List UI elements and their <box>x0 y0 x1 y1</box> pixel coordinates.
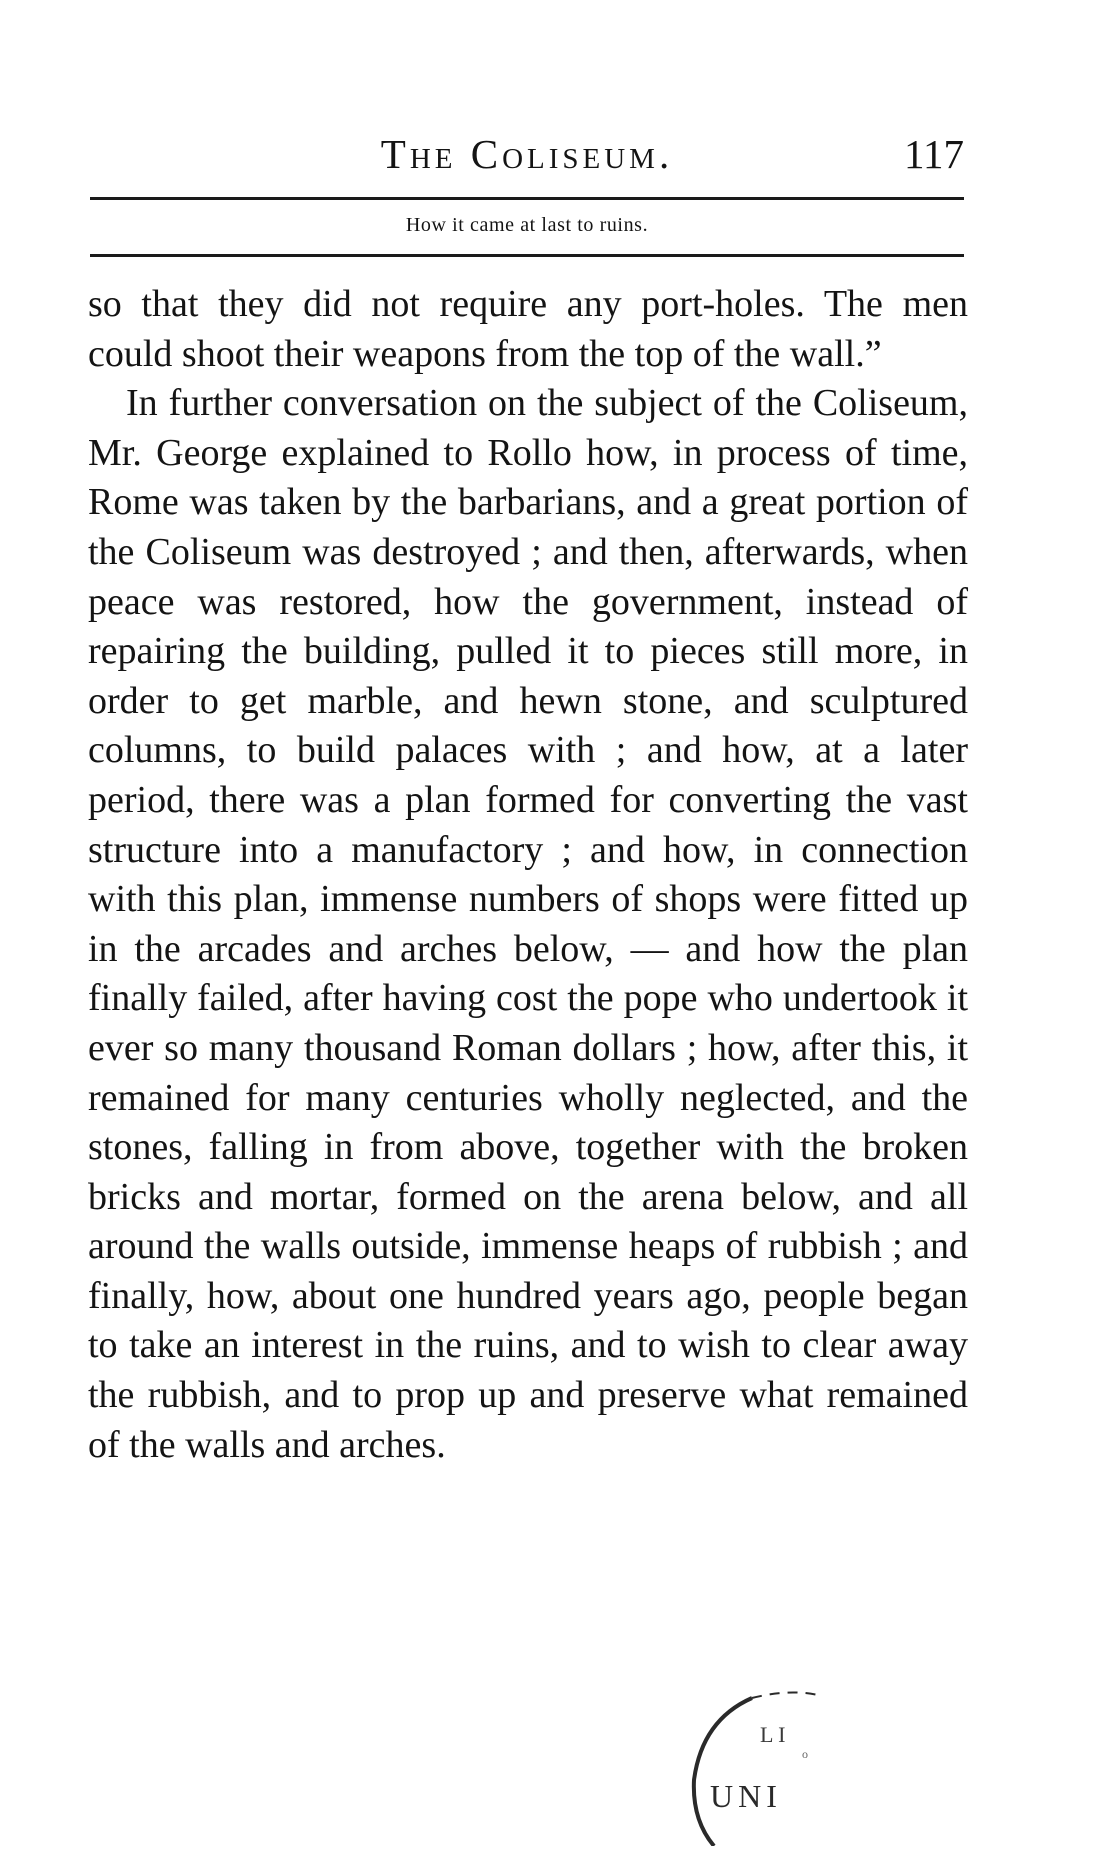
paragraph-main: In further conversation on the subject of the Coliseum, Mr. George explained to Rollo how, in process of time, Rome was taken by the barbarians, and a great portion of the Coliseum was destroyed ; and then, afterwards, when peace was restored, how the government, instead of repairing the building, pulled it to pieces still more, in order to get marble, and hewn stone, and sculptured columns, to build palaces with ; and how, at a later period, there was a plan formed for converting the vast structure into a manufactory ; and how, in connection with this plan, immense numbers of shops were fitted up in the arcades and arches below, — and how the plan finally failed, after having cost the pope who undertook it ever so many thousand Roman dollars ; how, after this, it remained for many centuries wholly neglected, and the stones, falling in from above, together with the broken bricks and mortar, formed on the arena below, and all around the walls outside, immense heaps of rubbish ; and finally, how, about one hundred years ago, people began to take an interest in the ruins, and to wish to clear away the rubbish, and to prop up and preserve what remained of the walls and arches. <box>88 382 968 1466</box>
running-title: The Coliseum. <box>380 131 674 177</box>
section-heading: How it came at last to ruins. <box>405 214 649 236</box>
svg-text:o: o <box>802 1747 808 1761</box>
running-head <box>90 126 964 182</box>
header-rule-top <box>90 197 964 200</box>
body-text <box>88 280 968 1470</box>
library-stamp-text: UNI <box>710 1778 782 1814</box>
library-stamp <box>672 1680 902 1846</box>
page-number: 117 <box>904 131 964 177</box>
paragraph-continuation: so that they did not require any port-holes. The men could shoot their weapons from the top of the wall.” <box>88 283 968 375</box>
svg-text:L I: L I <box>760 1722 786 1747</box>
library-stamp-arc-icon <box>672 1680 902 1846</box>
header-rule-bottom <box>90 254 964 257</box>
